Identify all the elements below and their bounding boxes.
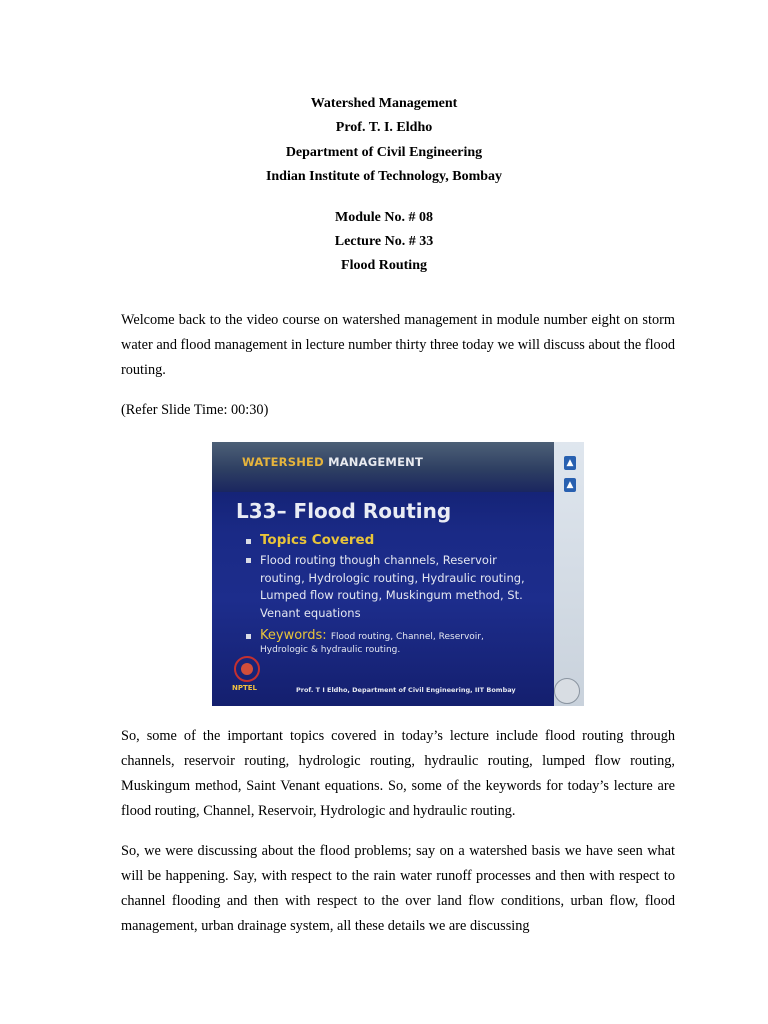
department-name: Department of Civil Engineering (285, 144, 483, 160)
institute-name: Indian Institute of Technology, Bombay (265, 169, 503, 185)
slide-topics-text: Flood routing though channels, Reservoir routing, Hydrologic routing, Hydraulic routing, Lumped flow routing, Muskingum method, St. Venant equations (260, 552, 545, 622)
slide-brand (242, 455, 423, 469)
slide-topics-heading: Topics Covered (260, 532, 545, 548)
lecture-topic: Flood Routing (341, 258, 427, 274)
slide-sidebar (554, 442, 584, 706)
lecture-slide-image (212, 442, 584, 706)
document-header (0, 92, 768, 279)
slide-reference: (Refer Slide Time: 00:30) (121, 402, 269, 418)
slide-footer: Prof. T I Eldho, Department of Civil Engineering, IIT Bombay (296, 686, 516, 694)
slide-brand-word2: MANAGEMENT (328, 455, 423, 469)
course-title: Watershed Management (310, 96, 458, 111)
nptel-logo-icon (234, 656, 260, 682)
discussion-paragraph: So, we were discussing about the flood problems; say on a watershed basis we have seen what will be happening. Say, with respect to the rain water runoff processes and then with respect to channel flooding and then with respect to the over land flow conditions, urban flow, flood management, urban drainage system, all these details we are discussing (121, 843, 675, 934)
slide-keywords-text-1: Flood routing, Channel, Reservoir, (330, 632, 484, 642)
slide-title: L33– Flood Routing (236, 499, 452, 523)
iit-seal-icon (554, 678, 580, 704)
slide-nav-icon: ▲ (564, 478, 576, 492)
lecture-number: Lecture No. # 33 (334, 233, 434, 249)
professor-name: Prof. T. I. Eldho (335, 120, 433, 136)
slide-nav-icon: ▲ (564, 456, 576, 470)
module-number: Module No. # 08 (335, 209, 433, 225)
slide-brand-word1: WATERSHED (242, 455, 324, 469)
topics-paragraph: So, some of the important topics covered in today’s lecture include flood routing through channels, reservoir routing, hydrologic routing, hydraulic routing, lumped flow routing, Muskingum method, Saint Venant equations. So, some of the keywords for today’s lecture are flood routing, Channel, Reservoir, Hydrologic and hydraulic routing. (121, 728, 675, 819)
intro-paragraph: Welcome back to the video course on watershed management in module number eight on storm water and flood management in lecture number thirty three today we will discuss about the flood routing. (121, 312, 675, 378)
slide-bullets (260, 532, 545, 655)
slide-keywords: Keywords: Flood routing, Channel, Reservoir, (260, 628, 545, 643)
nptel-logo-text: NPTEL (232, 684, 258, 692)
slide-keywords-text-2: Hydrologic & hydraulic routing. (260, 645, 401, 655)
